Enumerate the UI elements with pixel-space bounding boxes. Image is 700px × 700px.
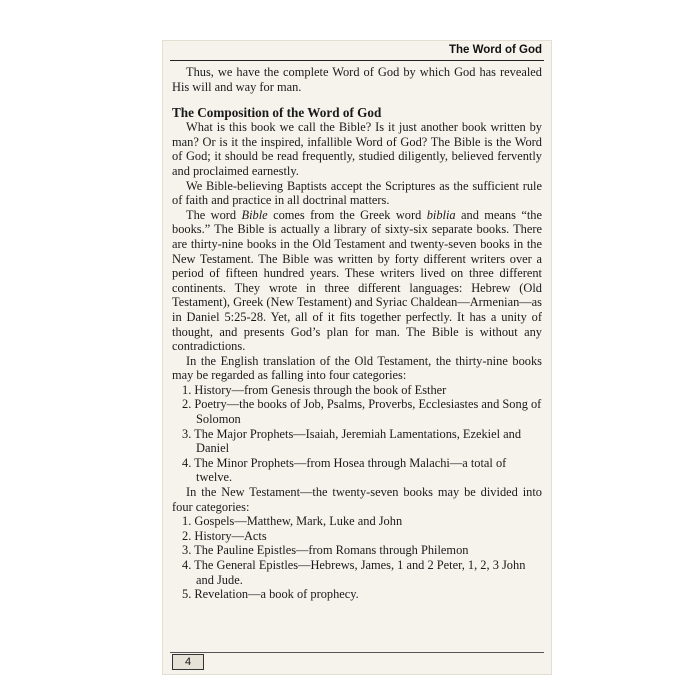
list-item: 2. History—Acts: [182, 528, 267, 543]
new-testament-categories: [172, 514, 542, 602]
paragraph-old-testament-intro: In the English translation of the Old Testament, the thirty-nine books may be regarded as falling into four categories:: [172, 353, 542, 383]
intro-paragraph: Thus, we have the complete Word of God by which God has revealed His will and way for man.: [172, 65, 542, 94]
paragraph-bible-question: What is this book we call the Bible? Is it just another book written by man? Or is it the inspired, infallible Word of God? The Bible is the Word of God; it should be read frequently, studied diligently, believed fervently and proclaimed earnestly.: [172, 120, 542, 178]
term-bible: Bible: [241, 207, 268, 222]
list-item: 4. The General Epistles—Hebrews, James, 1 and 2 Peter, 1, 2, 3 John and Jude.: [182, 558, 526, 587]
para3-part3: and means “the books.” The Bible is actually a library of sixty-six separate books. There are thirty-nine books in the Old Testament and twenty-seven books in the New Testament. The Bible was written by forty different writers over a period of fifteen hundred years. These writers lived on three different continents. They wrote in three different languages: Hebrew (Old Testament), Greek (New Testament) and Syriac Chaldean—Armenian—as in Daniel 5:25-28. Yet, all of it fits together perfectly. It has a unity of thought, and presents God’s plan for man. The Bible is without any contradictions.: [172, 207, 542, 354]
footer-rule: [170, 652, 544, 653]
running-head: The Word of God: [448, 44, 542, 56]
para3-part2: comes from the Greek word: [267, 207, 427, 222]
para3-part1: The word: [186, 207, 242, 222]
list-item: 1. History—from Genesis through the book of Esther: [182, 382, 447, 397]
term-biblia: biblia: [426, 207, 456, 222]
book-page: [162, 40, 552, 675]
list-item: 3. The Pauline Epistles—from Romans through Philemon: [182, 543, 469, 558]
paragraph-baptists: We Bible-believing Baptists accept the Scriptures as the sufficient rule of faith and practice in all doctrinal matters.: [172, 178, 542, 208]
section-heading: The Composition of the Word of God: [172, 105, 382, 121]
list-item: 5. Revelation—a book of prophecy.: [182, 587, 359, 602]
old-testament-categories: [172, 383, 542, 485]
list-item: 1. Gospels—Matthew, Mark, Luke and John: [182, 514, 403, 529]
page-body: [172, 65, 542, 602]
list-item: 2. Poetry—the books of Job, Psalms, Proverbs, Ecclesiastes and Song of Solomon: [182, 397, 542, 427]
list-item: 4. The Minor Prophets—from Hosea through Malachi—a total of twelve.: [182, 455, 507, 485]
header-rule: [170, 60, 544, 61]
page-number: 4: [172, 654, 204, 670]
paragraph-new-testament-intro: In the New Testament—the twenty-seven books may be divided into four categories:: [172, 485, 542, 514]
paragraph-word-bible: [172, 208, 542, 354]
list-item: 3. The Major Prophets—Isaiah, Jeremiah Lamentations, Ezekiel and Daniel: [182, 426, 522, 456]
